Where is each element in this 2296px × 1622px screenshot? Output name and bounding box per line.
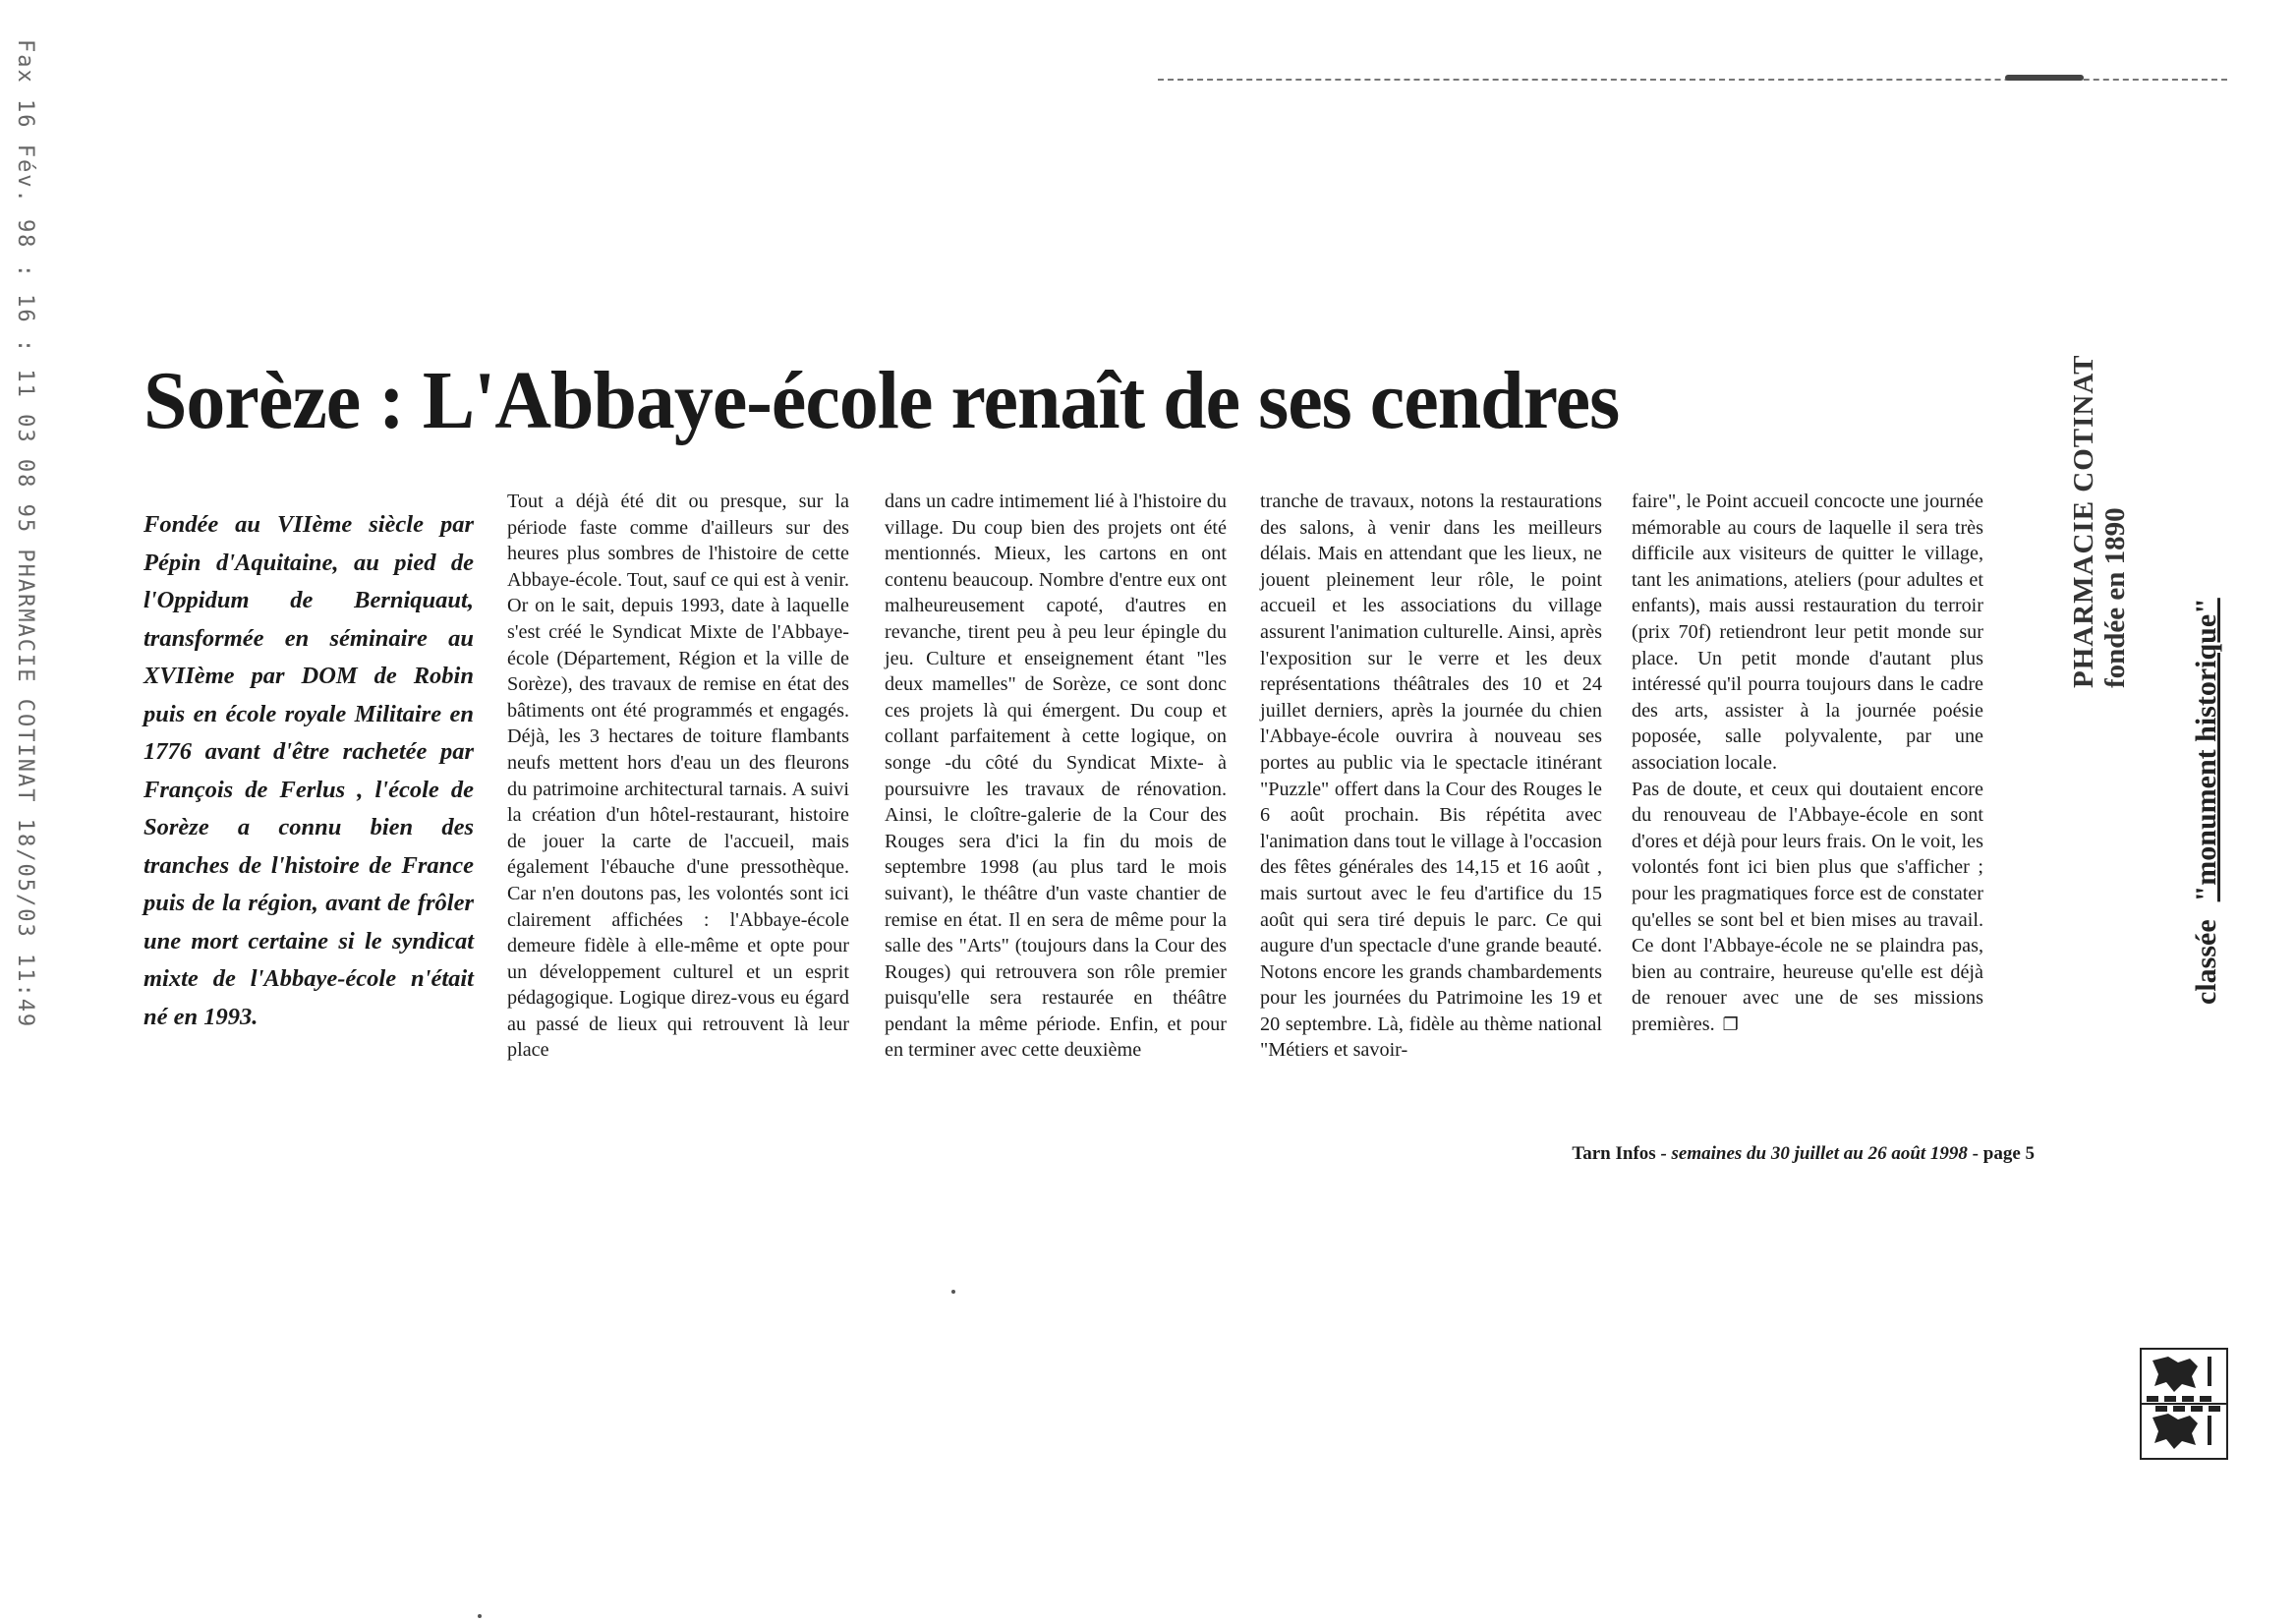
column-4-conclusion bbox=[1632, 777, 1983, 1039]
page-number: - page 5 bbox=[1972, 1143, 2035, 1164]
end-of-article-icon: ❐ bbox=[1722, 1014, 1739, 1035]
scan-speck bbox=[951, 1290, 955, 1294]
scan-artifact-mark bbox=[2005, 75, 2084, 81]
article-column-4 bbox=[1632, 489, 1983, 1038]
scan-speck bbox=[478, 1614, 482, 1618]
pharmacy-founded: fondée en 1890 bbox=[2099, 507, 2131, 688]
fax-header-text: Fax 16 Fév. 98 : 16 : 11 03 08 95 PHARMACIE COTINAT 18/05/03 11:49 bbox=[13, 39, 37, 1029]
conclusion-text: Pas de doute, et ceux qui doutaient encore du renouveau de l'Abbaye-école en sont d'ores et déjà pour leurs frais. On le voit, les volontés font ici bien plus que s'afficher ; pour les pragmatiques force est de constater qu'elles se sont bel et bien mises au travail. Ce dont l'Abbaye-école ne se plaindra pas, bien au contraire, heureuse qu'elle est déjà de renouer avec une de ses missions premières. bbox=[1632, 778, 1983, 1035]
classification-note bbox=[2190, 598, 2223, 1005]
column-2-text: dans un cadre intimement lié à l'histoire du village. Du coup bien des projets ont été mentionnés. Mieux, les cartons en ont contenu beaucoup. Nombre d'entre eux ont malheureusement capoté, d'autres en revanche, tirent peu à peu leur épingle du jeu. Culture et enseignement étant "les deux mamelles" de Sorèze, ce sont donc ces projets là qui émergent. Du coup et collant parfaitement à cette logique, on songe -du côté du Syndicat Mixte- à poursuivre les travaux de rénovation. Ainsi, le cloître-galerie de la Cour des Rouges sera d'ici la fin du mois de septembre 1998 (au plus tard le mois suivant), le théâtre d'un vaste chantier de remise en état. Il en sera de même pour la salle des "Arts" (toujours dans la Cour des Rouges) qui retrouvera son rôle premier puisqu'elle sera restaurée en théâtre pendant la même période. Enfin, et pour en terminer avec cette deuxième bbox=[885, 491, 1227, 1062]
classification-label: classée bbox=[2190, 919, 2222, 1005]
pharmacy-stamp bbox=[2068, 355, 2131, 689]
heraldic-crest-icon bbox=[2139, 1347, 2229, 1461]
column-3-text: tranche de travaux, notons la restaurations des salons, à venir dans les meilleurs délais. Mais en attendant que les lieux, ne jouent pleinement leur rôle, le point accueil et les associations du village assurent l'animation culturelle. Ainsi, après l'exposition sur le verre et les deux représentations théâtrales des 10 et 24 juillet derniers, après la journée du chien l'Abbaye-école ouvrira à nouveau ses portes au public via le spectacle itinérant "Puzzle" offert dans la Cour des Rouges le 6 août prochain. Bis répétita avec l'animation dans tout le village à l'occasion des fêtes générales des 14,15 et 16 août , mais surtout avec le feu d'artifice du 15 août qui sera tiré depuis le parc. Ce qui augure d'un spectacle d'une grande beauté. Notons encore les grands chambardements pour les journées du Patrimoine les 19 et 20 septembre. Là, fidèle au thème national "Métiers et savoir- bbox=[1260, 491, 1602, 1062]
article-headline: Sorèze : L'Abbaye-école renaît de ses cendres bbox=[144, 355, 1620, 446]
publication-name: Tarn Infos bbox=[1572, 1143, 1656, 1164]
article-intro: Fondée au VIIème siècle par Pépin d'Aquitaine, au pied de l'Oppidum de Berniquaut, transformée en séminaire au XVIIème par DOM de Robin puis en école royale Militaire en 1776 avant d'être rachetée par François de Ferlus , l'école de Sorèze a connu bien des tranches de l'histoire de France puis de la région, avant de frôler une mort certaine si le syndicat mixte de l'Abbaye-école n'était né en 1993. bbox=[144, 511, 474, 1030]
article-column-1 bbox=[507, 489, 849, 1064]
article-column-2 bbox=[885, 489, 1227, 1064]
column-4-text: faire", le Point accueil concocte une journée mémorable au cours de laquelle il sera très difficile aux visiteurs de quitter le village, tant les animations, ateliers (pour adultes et enfants), mais aussi restauration du terroir (prix 70f) retiendront leur petit monde sur place. Un petit monde d'autant plus intéressé qu'il pourra toujours dans le cadre des arts, assister à la journée poésie poposée, salle polyvalente, par une association locale. bbox=[1632, 491, 1983, 774]
fax-transmission-header bbox=[0, 0, 59, 1622]
classification-value: "monument historique" bbox=[2190, 598, 2222, 902]
pharmacy-name: PHARMACIE COTINAT bbox=[2068, 354, 2099, 688]
publication-dates: - semaines du 30 juillet au 26 août 1998 bbox=[1660, 1143, 1968, 1164]
article-column-3 bbox=[1260, 489, 1602, 1064]
column-1-text: Tout a déjà été dit ou presque, sur la période faste comme d'ailleurs sur des heures plus sombres de l'histoire de cette Abbaye-école. Tout, sauf ce qui est à venir. Or on le sait, depuis 1993, date à laquelle s'est créé le Syndicat Mixte de l'Abbaye-école (Département, Région et la ville de Sorèze), des travaux de remise en état des bâtiments ont été programmés et engagés. Déjà, les 3 hectares de toiture flambants neufs mettent hors d'eau un des fleurons du patrimoine architectural tarnais. A suivi la création d'un hôtel-restaurant, histoire de jouer la carte de l'accueil, mais également l'ébauche d'une pressothèque. Car n'en doutons pas, les volontés sont ici clairement affichées : l'Abbaye-école demeure fidèle à elle-même et opte pour un développement culturel et un esprit pédagogique. Logique direz-vous eu égard au passé de lieux qui retrouvent là leur place bbox=[507, 491, 850, 1062]
publication-footer bbox=[1406, 1143, 2035, 1165]
